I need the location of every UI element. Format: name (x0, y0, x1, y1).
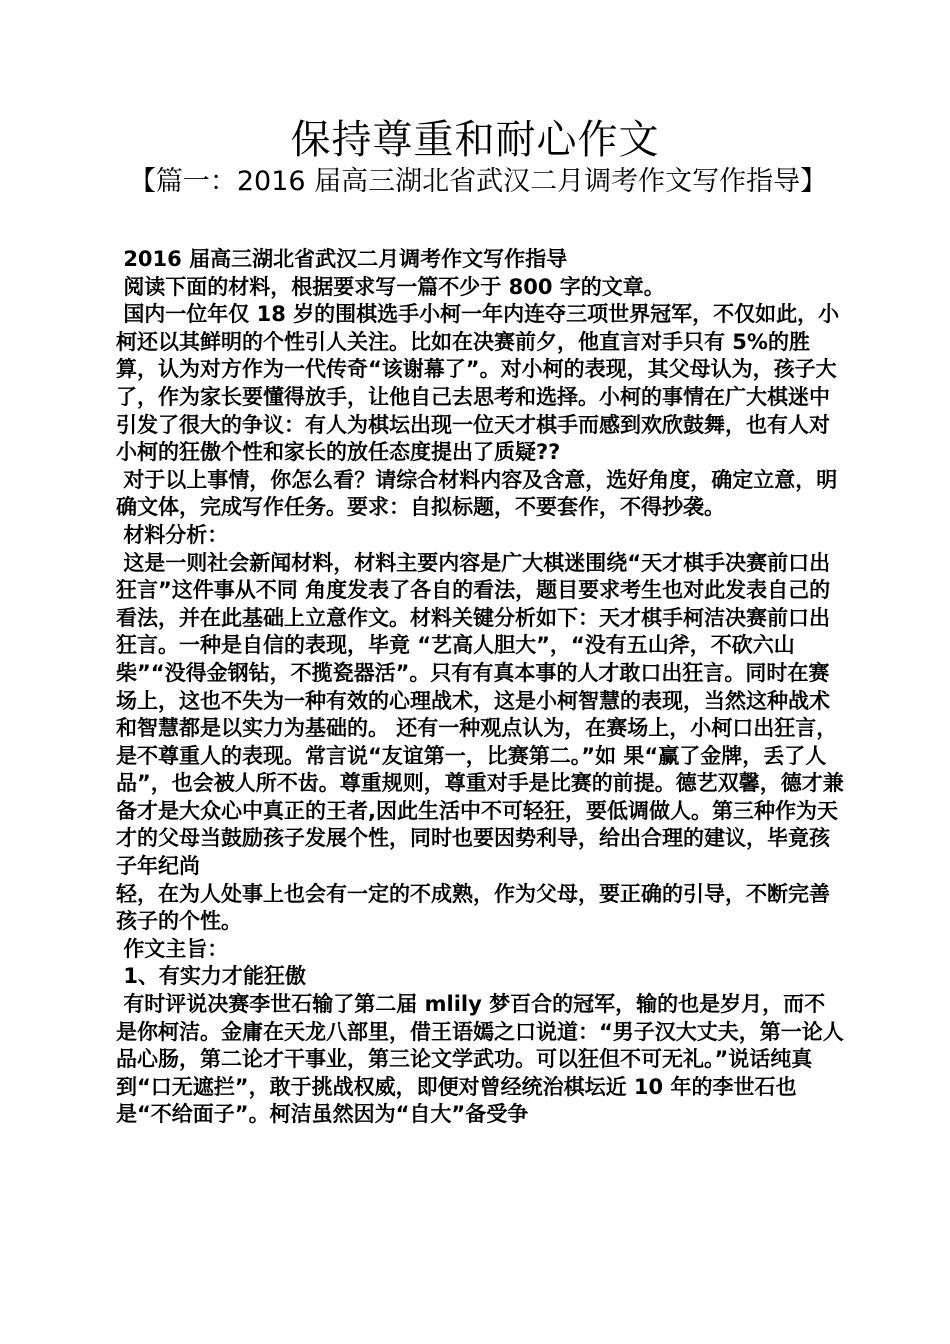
paragraph-analysis: 这是一则社会新闻材料，材料主要内容是广大棋迷围绕“天才棋手决赛前口出狂言”这件事从不同 角度发表了各自的看法，题目要求考生也对此发表自己的看法，并在此基础上立意作文。材料关键分析如下：天才棋手柯洁决赛前口出狂言。一种是自信的表现，毕竟 “艺高人胆大”，“没有五山斧，不砍六山柴”“没得金钢钻，不揽瓷器活”。只有有真本事的人才敢口出狂言。同时在赛场上，这也不失为一种有效的心理战术，这是小柯智慧的表现，当然这种战术和智慧都是以实力为基础的。 还有一种观点认为，在赛场上，小柯口出狂言，是不尊重人的表现。常言说“友谊第一，比赛第二。”如 果“赢了金牌，丢了人品”，也会被人所不齿。尊重规则，尊重对手是比赛的前提。德艺双馨，德才兼备才是大众心中真正的王者,因此生活中不可轻狂，要低调做人。第三种作为天才的父母当鼓励孩子发展个性，同时也要因势利导，给出合理的建议，毕竟孩子年纪尚 (116, 550, 844, 879)
paragraph-analysis-continued: 轻，在为人处事上也会有一定的不成熟，作为父母，要正确的引导，不断完善孩子的个性。 (116, 881, 830, 934)
paragraph-material: 国内一位年仅 18 岁的围棋选手小柯一年内连夺三项世界冠军，不仅如此，小柯还以其鲜明的个性引人关注。比如在决赛前夕，他直言对手只有 5%的胜算，认为对方作为一代传奇“该谢幕了”。对小柯的表现，其父母认为，孩子大了，作为家长要懂得放手，让他自己去思考和选择。小柯的事情在广大棋迷中引发了很大的争议：有人为棋坛出现一位天才棋手而感到欢欣鼓舞，也有人对小柯的狂傲个性和家长的放任态度提出了质疑?? (116, 302, 840, 465)
paragraph-requirement: 对于以上事情，你怎么看？请综合材料内容及含意，选好角度，确定立意，明确文体，完成写作任务。要求：自拟标题，不要套作，不得抄袭。 (116, 467, 838, 520)
paragraph-analysis-heading: 材料分析： (116, 522, 229, 547)
document-subtitle: 【篇一：2016 届高三湖北省武汉二月调考作文写作指导】 (128, 166, 828, 197)
paragraph-heading: 2016 届高三湖北省武汉二月调考作文写作指导 (116, 247, 568, 271)
document-body (116, 246, 846, 1129)
paragraph-point-1: 有时评说决赛李世石输了第二届 mlily 梦百合的冠军，输的也是岁月，而不是你柯洁。金庸在天龙八部里，借王语嫣之口说道：“男子汉大丈夫，第一论人品心肠，第二论才干事业，第三论文学武功。可以狂但不可无礼。”说话纯真到“口无遮拦”，敢于挑战权威，即便对曾经统治棋坛近 10 年的李世石也是“不给面子”。柯洁虽然因为“自大”备受争 (116, 992, 844, 1127)
paragraph-point-1-heading: 1、有实力才能狂傲 (116, 964, 306, 989)
paragraph-instruction: 阅读下面的材料，根据要求写一篇不少于 800 字的文章。 (116, 274, 665, 299)
document-title: 保持尊重和耐心作文 (290, 117, 660, 163)
paragraph-theme-heading: 作文主旨： (116, 936, 229, 961)
